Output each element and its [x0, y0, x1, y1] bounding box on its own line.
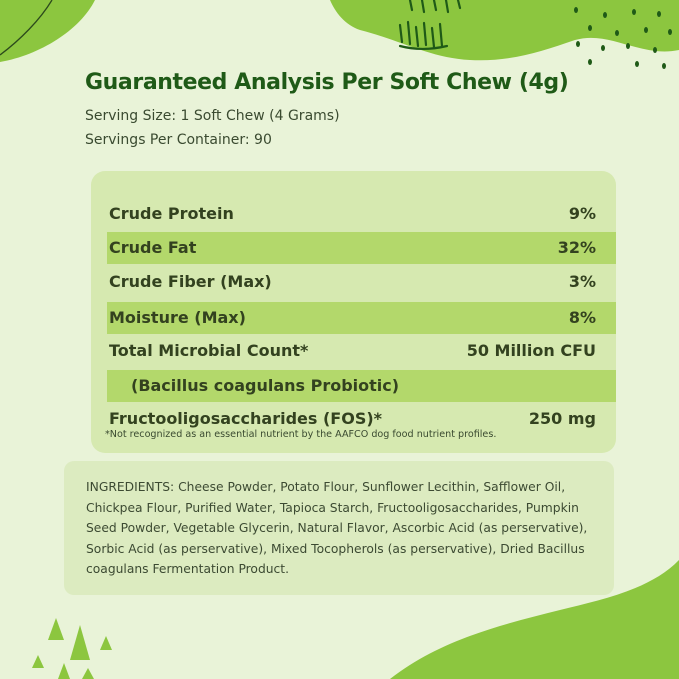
analysis-name: Moisture (Max)	[109, 308, 246, 327]
analysis-name: Crude Fat	[109, 238, 197, 257]
servings-per-container: Servings Per Container: 90	[85, 132, 272, 148]
analysis-name: Fructooligosaccharides (FOS)*	[109, 409, 383, 428]
analysis-row-microbial-count	[91, 335, 616, 367]
analysis-name: (Bacillus coagulans Probiotic)	[131, 376, 400, 395]
analysis-row-crude-fat	[107, 232, 616, 264]
analysis-row-crude-fiber	[91, 266, 616, 298]
ingredients-panel	[64, 461, 614, 595]
aafco-footnote: *Not recognized as an essential nutrient by the AAFCO dog food nutrient profiles.	[105, 429, 497, 440]
analysis-value: 250 mg	[528, 409, 596, 428]
analysis-name: Crude Protein	[109, 204, 234, 223]
top-left-blob	[0, 0, 95, 62]
analysis-row-crude-protein	[91, 198, 616, 230]
analysis-value: 3%	[568, 272, 596, 291]
analysis-row-probiotic-note	[107, 370, 616, 402]
analysis-value: 8%	[568, 308, 596, 327]
analysis-value: 9%	[568, 204, 596, 223]
ingredients-text: INGREDIENTS: Cheese Powder, Potato Flour, Sunflower Lecithin, Safflower Oil, Chickpea Flour, Purified Water, Tapioca Starch, Fructooligosaccharides, Pumpkin Seed Powder, Vegetable Glycerin, Natural Flavor, Ascorbic Acid (as perservative), Sorbic Acid (as perservative), Mixed Tocopherols (as perservative), Dried Bacillus coagulans Fermentation Product.	[86, 480, 588, 576]
analysis-name: Total Microbial Count*	[109, 341, 309, 360]
triangle-shapes	[32, 618, 112, 679]
analysis-name: Crude Fiber (Max)	[109, 272, 272, 291]
analysis-row-moisture	[107, 302, 616, 334]
serving-size: Serving Size: 1 Soft Chew (4 Grams)	[85, 108, 340, 124]
top-right-blob	[330, 0, 679, 60]
guaranteed-analysis-table	[91, 171, 616, 453]
page-title: Guaranteed Analysis Per Soft Chew (4g)	[85, 70, 569, 95]
analysis-value: 50 Million CFU	[466, 341, 596, 360]
analysis-value: 32%	[557, 238, 596, 257]
